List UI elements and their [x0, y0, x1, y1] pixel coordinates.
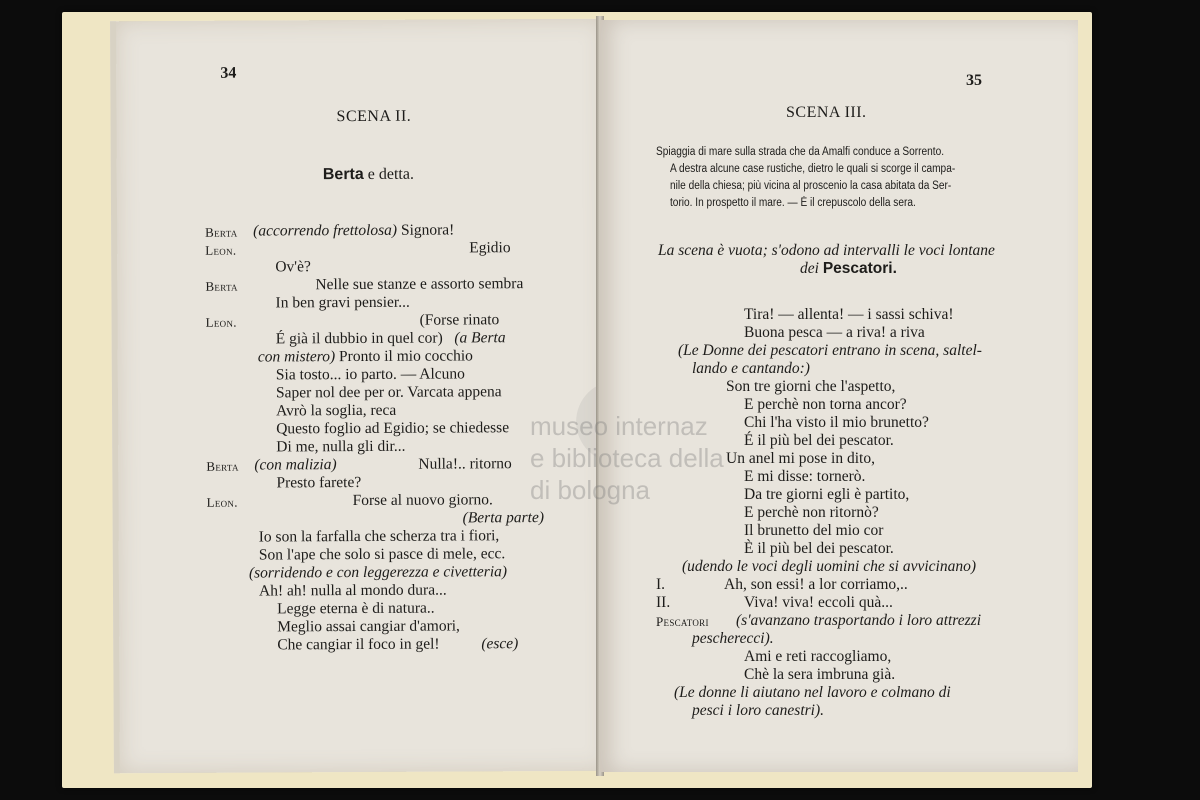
- text-line: E mi disse: tornerò.: [744, 468, 866, 485]
- page-number: 35: [966, 72, 982, 89]
- stage-direction: (Le donne li aiutano nel lavoro e colmano di: [674, 684, 951, 701]
- page-number: 34: [220, 64, 237, 82]
- left-page: [110, 19, 608, 774]
- setting-line: A destra alcune case rustiche, dietro le quali si scorge il campa-: [670, 163, 956, 175]
- text-line: Questo foglio ad Egidio; se chiedesse: [276, 419, 510, 438]
- watermark-text: e biblioteca della: [530, 443, 724, 473]
- stage-direction: (sorridendo e con leggerezza e civetteria): [248, 563, 508, 582]
- speaker: Berta: [206, 458, 239, 474]
- text-line: Ah, son essi! a lor corriamo,..: [724, 576, 908, 593]
- text-line: Son l'ape che solo si pasce di mele, ecc.: [258, 545, 506, 564]
- text-line: Meglio assai cangiar d'amori,: [277, 617, 460, 636]
- text-line: Tira! — allenta! — i sassi schiva!: [744, 306, 954, 323]
- scene-characters: Berta e detta.: [322, 165, 414, 184]
- text-line: Viva! viva! eccoli quà...: [744, 594, 893, 611]
- setting-line: torio. In prospetto il mare. — È il crepuscolo della sera.: [670, 197, 916, 209]
- text-line: Ami e reti raccogliamo,: [744, 648, 892, 665]
- stage-direction: (udendo le voci degli uomini che si avvicinano): [682, 558, 976, 575]
- text-line: Che cangiar il foco in gel!: [277, 635, 440, 654]
- text-line: (Forse rinato: [419, 311, 500, 329]
- stage-direction: dei Pescatori.: [800, 260, 897, 277]
- text-line: Chè la sera imbruna già.: [744, 666, 896, 683]
- speaker: Leon.: [206, 494, 238, 510]
- stage-direction: (Berta parte): [462, 509, 545, 527]
- text-line: Nulla!.. ritorno: [418, 455, 512, 473]
- text-line: É il più bel dei pescator.: [744, 432, 894, 449]
- text-line: Di me, nulla gli dir...: [276, 437, 406, 456]
- text-line: In ben gravi pensier...: [275, 293, 410, 312]
- right-page: [600, 20, 1078, 772]
- text-line: Presto farete?: [276, 473, 362, 492]
- text-line: Un anel mi pose in dito,: [726, 450, 875, 467]
- text-line: Io son la farfalla che scherza tra i fiori,: [258, 527, 500, 546]
- text-line: Son tre giorni che l'aspetto,: [726, 378, 896, 395]
- stage-direction: (Le Donne dei pescatori entrano in scena, saltel-: [678, 342, 982, 359]
- scene-title: SCENA III.: [786, 104, 867, 121]
- stage-direction: pescherecci).: [692, 630, 774, 647]
- stage-direction: lando e cantando:): [692, 360, 810, 377]
- speaker: I.: [656, 576, 666, 593]
- watermark-text: di bologna: [530, 475, 650, 505]
- text-line: Egidio: [469, 239, 511, 257]
- setting-line: nile della chiesa; più vicina al proscenio la casa abitata da Ser-: [670, 180, 952, 192]
- text-line: È il più bel dei pescator.: [744, 540, 894, 557]
- speaker: Leon.: [205, 242, 237, 258]
- text-line: Ov'è?: [275, 258, 311, 276]
- text-line: Legge eterna è di natura..: [277, 599, 435, 618]
- scene-title: SCENA II.: [336, 107, 412, 126]
- text-line: Sia tosto... io parto. — Alcuno: [275, 365, 465, 384]
- text-line: Il brunetto del mio cor: [744, 522, 884, 539]
- speaker: Berta: [205, 278, 238, 294]
- text-line: con mistero) Pronto il mio cocchio: [257, 347, 473, 366]
- speaker: II.: [656, 594, 671, 611]
- stage-direction: (s'avanzano trasportando i loro attrezzi: [736, 612, 982, 629]
- text-line: (con malizia): [254, 456, 337, 474]
- text-line: É già il dubbio in quel cor) (a Berta: [275, 329, 506, 348]
- speaker: Pescatori: [656, 614, 709, 629]
- speaker: Berta: [205, 224, 238, 240]
- text-line: Ah! ah! nulla al mondo dura...: [258, 581, 447, 600]
- stage-direction: pesci i loro canestri).: [692, 702, 825, 719]
- stage-direction: La scena è vuota; s'odono ad intervalli le voci lontane: [658, 242, 995, 259]
- text-line: E perchè non torna ancor?: [744, 396, 907, 413]
- stage-direction: (esce): [481, 635, 519, 653]
- text-line: Chi l'ha visto il mio brunetto?: [744, 414, 929, 431]
- text-line: Da tre giorni egli è partito,: [744, 486, 910, 503]
- text-line: Saper nol dee per or. Varcata appena: [275, 383, 502, 402]
- text-line: (accorrendo frettolosa) Signora!: [253, 221, 455, 240]
- text-line: Avrò la soglia, reca: [276, 401, 397, 420]
- speaker: Leon.: [205, 314, 237, 330]
- watermark-text: museo internaz: [530, 411, 708, 441]
- text-line: Forse al nuovo giorno.: [352, 491, 493, 510]
- text-line: E perchè non ritornò?: [744, 504, 879, 521]
- text-line: Buona pesca — a riva! a riva: [744, 324, 925, 341]
- text-line: Nelle sue stanze e assorto sembra: [315, 275, 524, 294]
- setting-line: Spiaggia di mare sulla strada che da Amalfi conduce a Sorrento.: [656, 146, 945, 158]
